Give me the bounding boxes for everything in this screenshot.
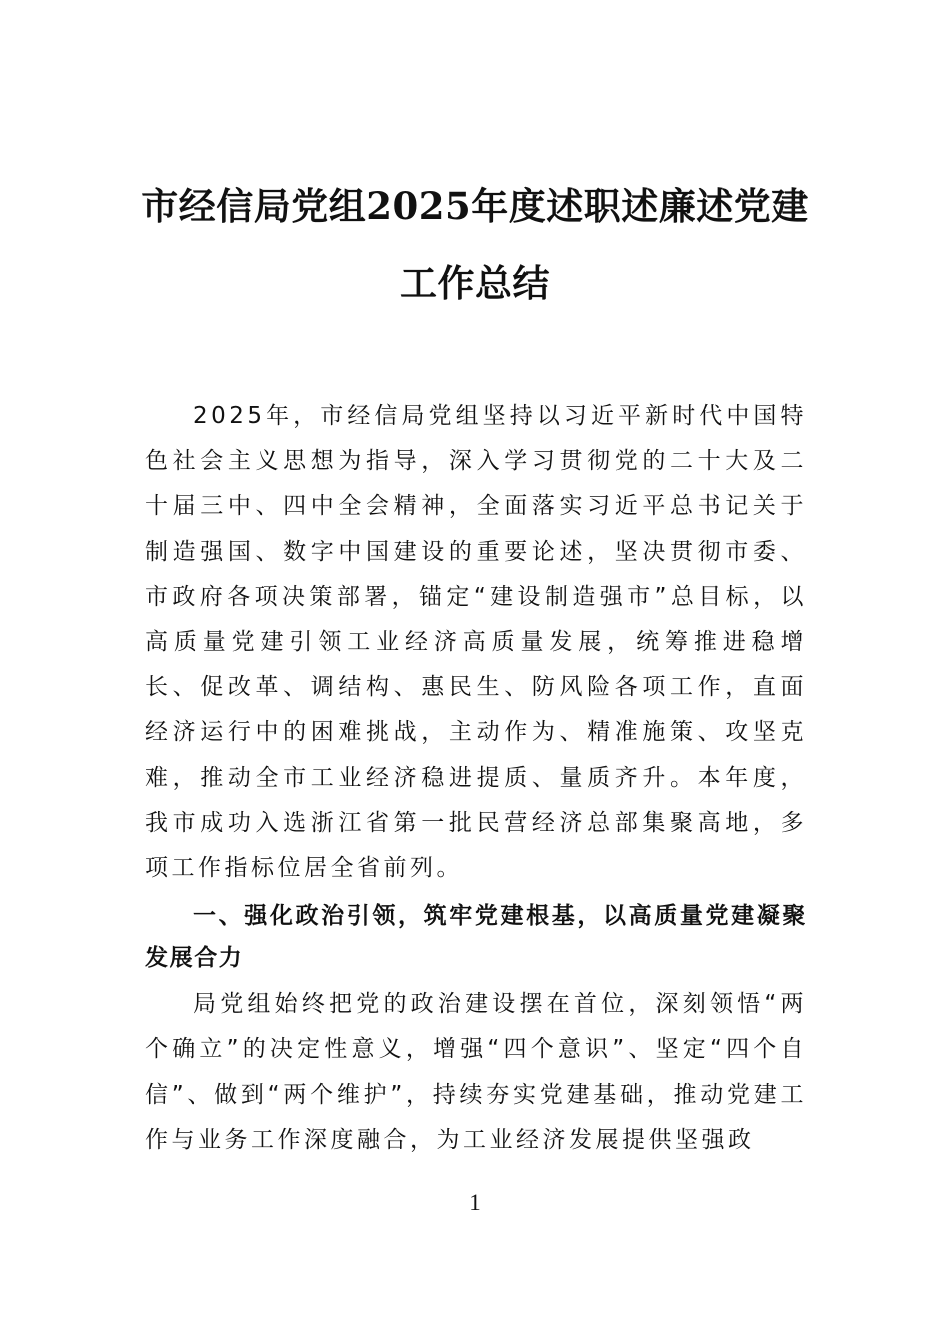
section-1-paragraph: 局党组始终把党的政治建设摆在首位，深刻领悟“两个确立”的决定性意义，增强“四个意识”、坚定“四个自信”、做到“两个维护”，持续夯实党建基础，推动党建工作与业务工作深度融合，为工业经济发展提供坚强政 <box>145 991 807 1153</box>
intro-paragraph: 2025年，市经信局党组坚持以习近平新时代中国特色社会主义思想为指导，深入学习贯彻党的二十大及二十届三中、四中全会精神，全面落实习近平总书记关于制造强国、数字中国建设的重要论述，坚决贯彻市委、市政府各项决策部署，锚定“建设制造强市”总目标，以高质量党建引领工业经济高质量发展，统筹推进稳增长、促改革、调结构、惠民生、防风险各项工作，直面经济运行中的困难挑战，主动作为、精准施策、攻坚克难，推动全市工业经济稳进提质、量质齐升。本年度，我市成功入选浙江省第一批民营经济总部集聚高地，多项工作指标位居全省前列。 <box>145 403 807 882</box>
page-number: 1 <box>469 1190 481 1215</box>
document-title: 市经信局党组2025年度述职述廉述党建工作总结 <box>141 184 809 305</box>
document-body <box>145 394 807 1163</box>
section-heading-1: 一、强化政治引领，筑牢党建根基，以高质量党建凝聚发展合力 <box>145 903 807 972</box>
